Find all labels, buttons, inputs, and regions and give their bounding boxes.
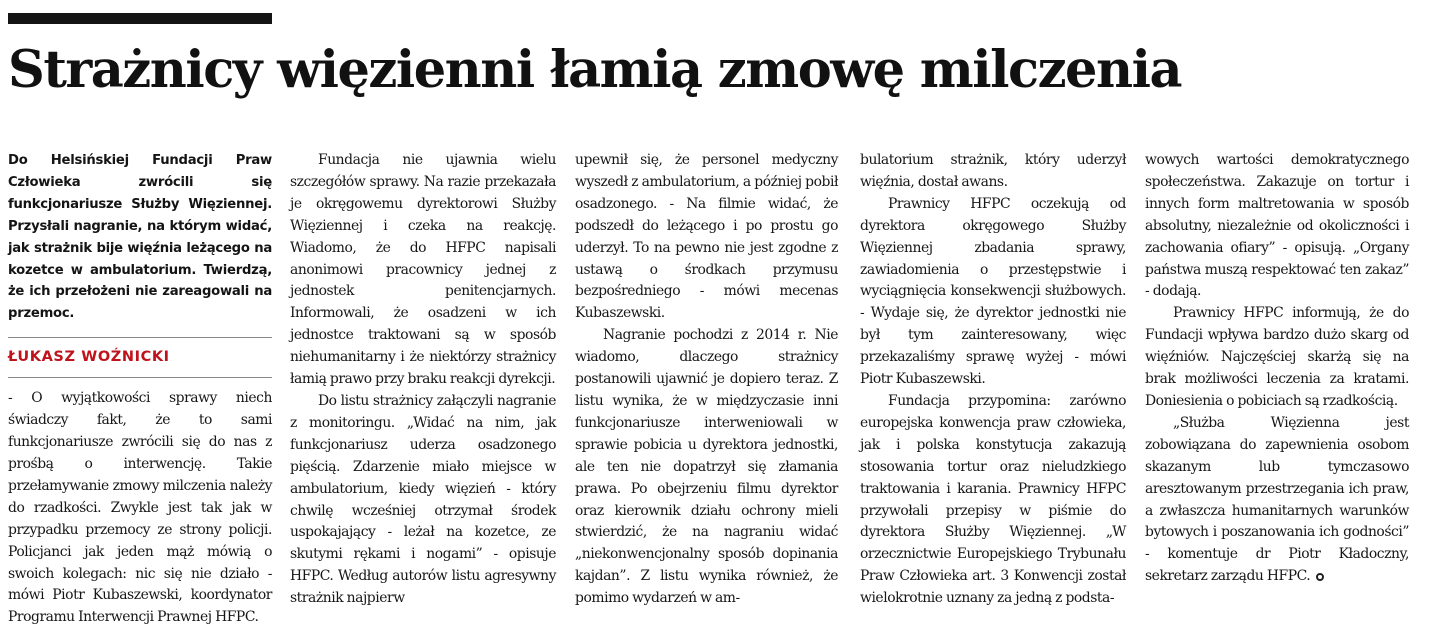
paragraph: - O wyjątkowości sprawy niech świadczy fakt, że to sami funkcjonariusze zwrócili się do nas z prośbą o interwencję. Takie przełamywanie zmowy milczenia należy do rzadkości. Zwykle jest tak jak w przypadku przemocy ze strony policji. Policjanci jak jeden mąż mówią o swoich kolegach: nic się nie działo - mówi Piotr Kubaszewski, koordynator Programu Interwencji Prawnej HFPC.	[8, 390, 272, 626]
column-2	[290, 150, 556, 607]
paragraph: upewnił się, że personel medyczny wyszedł z ambulatorium, a później pobił osadzonego. - Na filmie widać, że podszedł do leżącego i po prostu go uderzył. To na pewno nie jest zgodne z ustawą o środkach przymusu bezpośredniego - mówi mecenas Kubaszewski.	[575, 152, 838, 322]
paragraph: Do listu strażnicy załączyli nagranie z monitoringu. „Widać na nim, jak funkcjonariusz uderza osadzonego pięścią. Zdarzenie miało miejsce w ambulatorium, kiedy więzień - który chwilę wcześniej otrzymał środek uspokajający - leżał na kozetce, ze skutymi rękami i nogami” - opisuje HFPC. Według autorów listu agresywny strażnik najpierw	[290, 392, 556, 607]
lead-divider	[8, 337, 272, 338]
author-byline: ŁUKASZ WOŹNICKI	[8, 349, 170, 366]
column-5	[1145, 150, 1409, 595]
column-4	[860, 150, 1126, 607]
column-3	[575, 150, 838, 607]
paragraph: Nagranie pochodzi z 2014 r. Nie wiadomo, dlaczego strażnicy postanowili ujawnić je dopiero teraz. Z listu wynika, że w międzyczasie inni funkcjonariusze interweniowali w sprawie pobicia u dyrektora jednostki, ale ten nie dopatrzył się złamania prawa. Po obejrzeniu filmu dyrektor oraz kierownik działu ochrony mieli stwierdzić, że na nagraniu widać „niekonwencjonalny sposób dopinania kajdan”. Z listu wynika również, że pomimo wydarzeń w am-	[575, 327, 838, 607]
paragraph: Fundacja przypomina: zarówno europejska konwencja praw człowieka, jak i polska konstytucja zakazują stosowania tortur oraz nieludzkiego traktowania i karania. Prawnicy HFPC przywołali przepisy w piśmie do dyrektora Służby Więziennej. „W orzecznictwie Europejskiego Trybunału Praw Człowieka art. 3 Konwencji został wielokrotnie uznany za jedną z podsta-	[860, 392, 1126, 607]
author-divider	[8, 377, 272, 378]
headline: Strażnicy więzienni łamią zmowę milczenia	[8, 40, 1181, 100]
paragraph: Prawnicy HFPC oczekują od dyrektora okręgowego Służby Więziennej zbadania sprawy, zawiadomienia o przestępstwie i wyciągnięcia konsekwencji służbowych. - Wydaje się, że dyrektor jednostki nie był tym zainteresowany, więc przekazaliśmy sprawę wyżej - mówi Piotr Kubaszewski.	[860, 195, 1126, 388]
final-paragraph-text: „Służba Więzienna jest zobowiązana do zapewnienia osobom skazanym lub tymczasowo aresztowanym przestrzegania ich praw, a zwłaszcza humanitarnych warunków bytowych i poszanowania ich godności” - komentuje dr Piotr Kładoczny, sekretarz zarządu HFPC.	[1145, 414, 1409, 585]
column-1	[8, 150, 272, 626]
paragraph: wowych wartości demokratycznego społeczeństwa. Zakazuje on tortur i innych form maltretowania w sposób absolutny, niezależnie od okoliczności i zachowania ofiary” - opisują. „Organy państwa muszą respektować ten zakaz” - dodają.	[1145, 152, 1409, 300]
paragraph: bulatorium strażnik, który uderzył więźnia, dostał awans.	[860, 152, 1126, 190]
column-1-body	[8, 388, 272, 629]
paragraph: Fundacja nie ujawnia wielu szczegółów sprawy. Na razie przekazała je okręgowemu dyrektorowi Służby Więziennej i czeka na reakcję. Wiadomo, że do HFPC napisali anonimowi pracownicy jednej z jednostek penitencjarnych. Informowali, że osadzeni w ich jednostce traktowani są w sposób niehumanitarny i że niektórzy strażnicy łamią prawo przy braku reakcji dyrekcji.	[290, 152, 556, 388]
final-paragraph	[1145, 413, 1409, 588]
lead-paragraph: Do Helsińskiej Fundacji Praw Człowieka zwrócili się funkcjonariusze Służby Więziennej. Przysłali nagranie, na którym widać, jak strażnik bije więźnia leżącego na kozetce w ambulatorium. Twierdzą, że ich przełożeni nie zareagowali na przemoc.	[8, 153, 272, 322]
paragraph: Prawnicy HFPC informują, że do Fundacji wpływa bardzo dużo skarg od więźniów. Najczęściej skarżą się na brak możliwości leczenia za kratami. Doniesienia o pobiciach są rzadkością.	[1145, 305, 1409, 409]
end-of-article-icon	[1316, 573, 1324, 581]
section-bar	[8, 13, 272, 24]
